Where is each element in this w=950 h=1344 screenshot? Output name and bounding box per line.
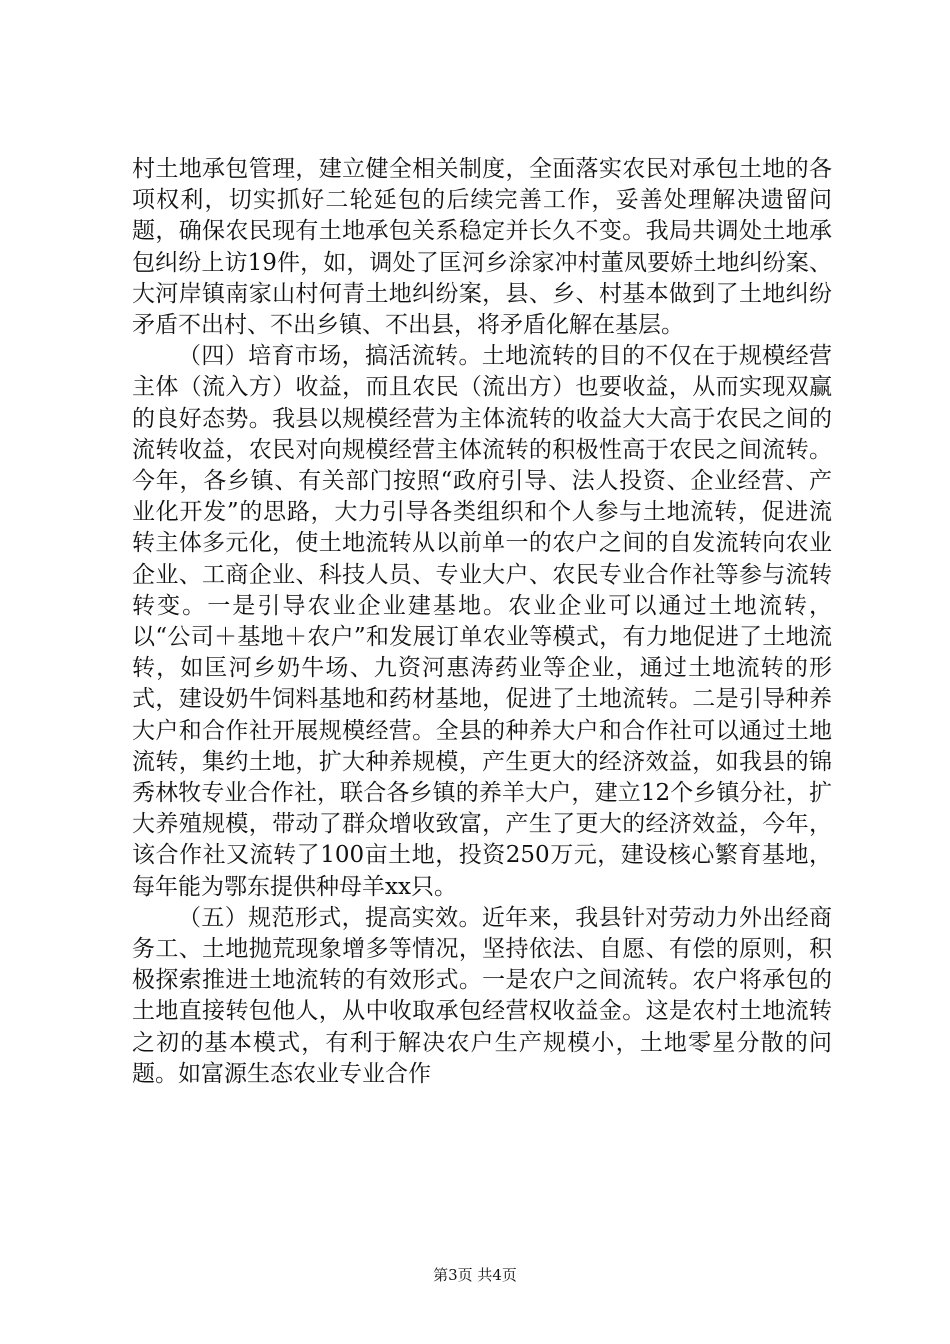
page-number-footer: 第3页 共4页 bbox=[433, 1266, 517, 1284]
document-body bbox=[132, 154, 832, 1090]
paragraph-standardize-forms: （五）规范形式，提高实效。近年来，我县针对劳动力外出经商务工、土地抛荒现象增多等情况，坚持依法、自愿、有偿的原则，积极探索推进土地流转的有效形式。一是农户之间流转。农户将承包的土地直接转包他人，从中收取承包经营权收益金。这是农村土地流转之初的基本模式，有利于解决农户生产规模小，土地零星分散的问题。如富源生态农业专业合作 bbox=[132, 904, 832, 1087]
paragraph-land-contract: 村土地承包管理，建立健全相关制度，全面落实农民对承包土地的各项权利，切实抓好二轮延包的后续完善工作，妥善处理解决遗留问题，确保农民现有土地承包关系稳定并长久不变。我局共调处土地承包纠纷上访19件，如，调处了匡河乡涂家冲村董凤要娇土地纠纷案、大河岸镇南家山村何青土地纠纷案，县、乡、村基本做到了土地纠纷矛盾不出村、不出乡镇、不出县，将矛盾化解在基层。 bbox=[132, 156, 832, 339]
paragraph-market-circulation: （四）培育市场，搞活流转。土地流转的目的不仅在于规模经营主体（流入方）收益，而且农民（流出方）也要收益，从而实现双赢的良好态势。我县以规模经营为主体流转的收益大大高于农民之间的流转收益，农民对向规模经营主体流转的积极性高于农民之间流转。今年，各乡镇、有关部门按照“政府引导、法人投资、企业经营、产业化开发”的思路，大力引导各类组织和个人参与土地流转，促进流转主体多元化，使土地流转从以前单一的农户之间的自发流转向农业企业、工商企业、科技人员、专业大户、农民专业合作社等参与流转转变。一是引导农业企业建基地。农业企业可以通过土地流转，以“公司＋基地＋农户”和发展订单农业等模式，有力地促进了土地流转，如匡河乡奶牛场、九资河惠涛药业等企业，通过土地流转的形式，建设奶牛饲料基地和药材基地，促进了土地流转。二是引导种养大户和合作社开展规模经营。全县的种养大户和合作社可以通过土地流转，集约土地，扩大种养规模，产生更大的经济效益，如我县的锦秀林牧专业合作社，联合各乡镇的养羊大户，建立12个乡镇分社，扩大养殖规模，带动了群众增收致富，产生了更大的经济效益，今年，该合作社又流转了100亩土地，投资250万元，建设核心繁育基地，每年能为鄂东提供种母羊xx只。 bbox=[132, 343, 832, 900]
